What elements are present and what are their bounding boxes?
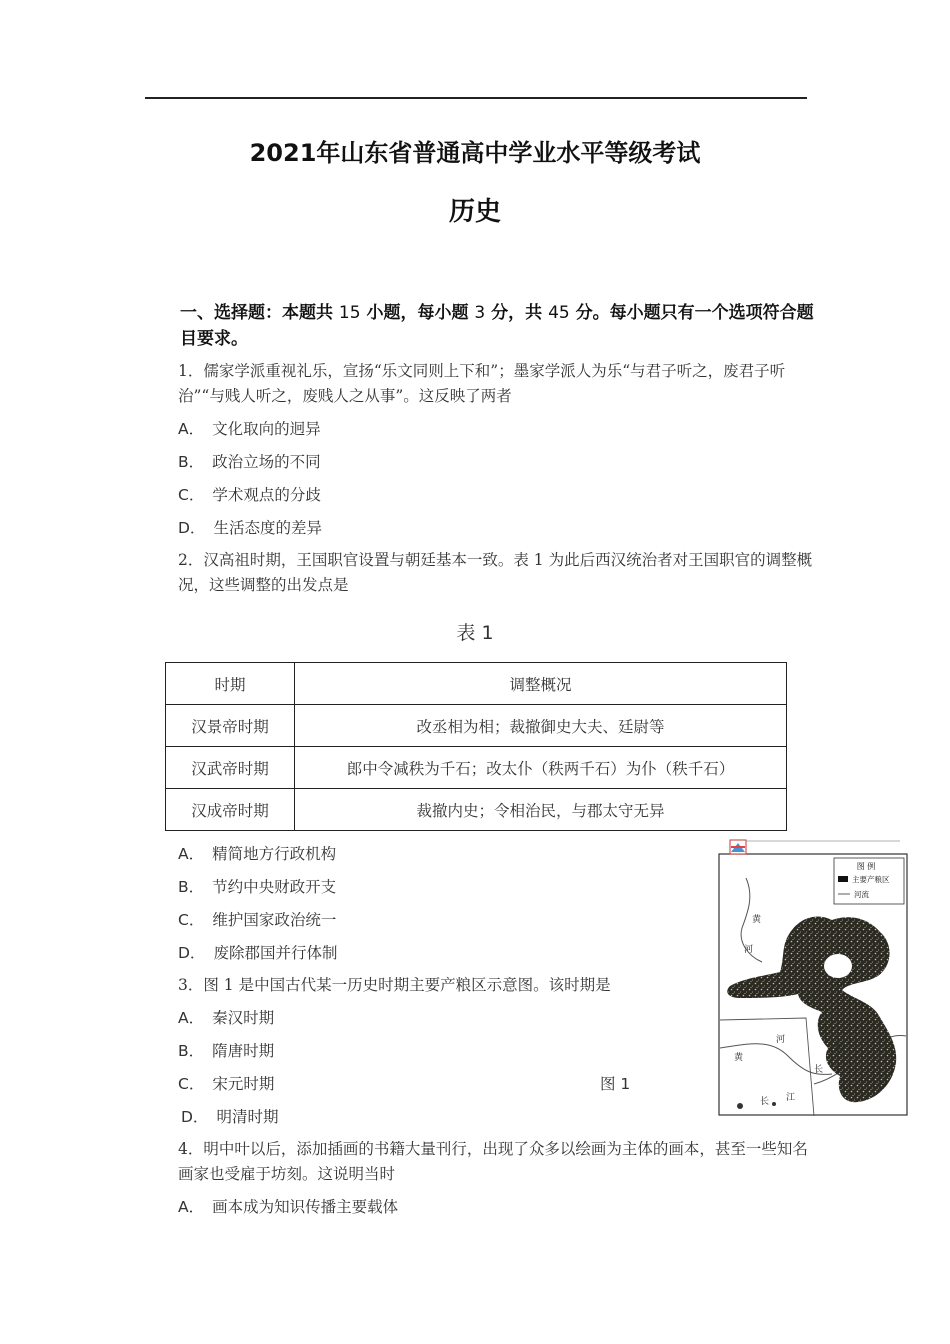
question-2-option-d: D． 废除郡国并行体制 xyxy=(178,944,338,962)
table-cell: 裁撤内史；令相治民，与郡太守无异 xyxy=(295,789,787,831)
table-cell: 改丞相为相；裁撤御史大夫、廷尉等 xyxy=(295,705,787,747)
table-row xyxy=(166,747,787,789)
svg-text:河: 河 xyxy=(744,945,754,955)
table-caption: 表 1 xyxy=(456,622,494,644)
legend-grain-swatch xyxy=(838,876,848,882)
question-1-option-a: A． 文化取向的迥异 xyxy=(178,420,321,438)
question-1-stem: 1．儒家学派重视礼乐，宣扬“乐文同则上下和”；墨家学派人为乐“与君子听之，废君子听治”“与贱人听之，废贱人之从事”。这反映了两者 xyxy=(178,362,786,405)
question-1-option-b: B． 政治立场的不同 xyxy=(178,453,321,471)
svg-text:河: 河 xyxy=(776,1035,786,1045)
question-3-stem: 3．图 1 是中国古代某一历史时期主要产粮区示意图。该时期是 xyxy=(178,976,611,994)
question-3-option-a: A． 秦汉时期 xyxy=(178,1009,275,1027)
question-2-option-a: A． 精简地方行政机构 xyxy=(178,845,337,863)
svg-text:江: 江 xyxy=(786,1093,796,1103)
lake-shape xyxy=(824,954,852,978)
svg-text:图 例: 图 例 xyxy=(856,862,876,871)
table-row xyxy=(166,789,787,831)
question-4-option-a: A． 画本成为知识传播主要载体 xyxy=(178,1198,399,1216)
grain-region-map xyxy=(718,838,908,1116)
question-3-option-c: C． 宋元时期 xyxy=(178,1075,275,1093)
svg-text:河流: 河流 xyxy=(854,890,869,899)
exam-title: 2021年山东省普通高中学业水平等级考试 xyxy=(249,139,701,167)
table-header-row xyxy=(166,663,787,705)
svg-text:长: 长 xyxy=(760,1097,770,1107)
question-2-stem: 2．汉高祖时期，王国职官设置与朝廷基本一致。表 1 为此后西汉统治者对王国职官的调整概况，这些调整的出发点是 xyxy=(178,551,813,594)
question-3-option-d: D． 明清时期 xyxy=(181,1108,279,1126)
table-header-cell: 调整概况 xyxy=(295,663,787,705)
svg-text:江: 江 xyxy=(834,1043,844,1053)
table-row xyxy=(166,705,787,747)
table-cell: 郎中令减秩为千石；改太仆（秩两千石）为仆（秩千石） xyxy=(295,747,787,789)
question-3-option-b: B． 隋唐时期 xyxy=(178,1042,275,1060)
svg-text:长: 长 xyxy=(814,1065,824,1075)
question-1-option-c: C． 学术观点的分歧 xyxy=(178,486,321,504)
question-2-option-b: B． 节约中央财政开支 xyxy=(178,878,337,896)
svg-text:主要产粮区: 主要产粮区 xyxy=(852,875,890,884)
table-header-cell: 时期 xyxy=(166,663,295,705)
map-badge-icon xyxy=(730,840,746,854)
svg-text:黄: 黄 xyxy=(734,1053,744,1063)
map-legend xyxy=(834,858,904,904)
subject-title: 历史 xyxy=(448,197,501,227)
header-rule xyxy=(145,97,807,99)
table-cell: 汉景帝时期 xyxy=(166,705,295,747)
table-cell: 汉武帝时期 xyxy=(166,747,295,789)
question-4-stem: 4．明中叶以后，添加插画的书籍大量刊行，出现了众多以绘画为主体的画本，甚至一些知名画家也受雇于坊刻。这说明当时 xyxy=(178,1140,808,1183)
table-cell: 汉成帝时期 xyxy=(166,789,295,831)
svg-text:黄: 黄 xyxy=(752,915,762,925)
question-1-option-d: D． 生活态度的差异 xyxy=(178,519,322,537)
adjustment-table xyxy=(165,662,787,831)
figure-1-label: 图 1 xyxy=(600,1075,631,1093)
section-heading: 一、选择题：本题共 15 小题，每小题 3 分，共 45 分。每小题只有一个选项符合题目要求。 xyxy=(180,303,814,349)
question-2-option-c: C． 维护国家政治统一 xyxy=(178,911,337,929)
